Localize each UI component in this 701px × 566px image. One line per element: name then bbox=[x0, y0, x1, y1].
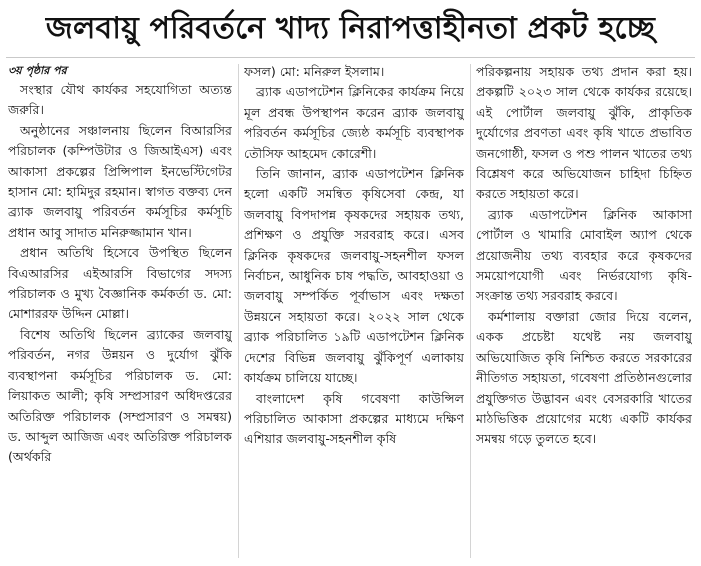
paragraph: ব্র্যাক এডাপটেশন ক্লিনিকের কার্যক্রম নিয়ে মূল প্রবন্ধ উপস্থাপন করেন ব্র্যাক জলবায়ু পরিবর্তন কর্মসূচির জ্যেষ্ঠ কর্মসূচি ব্যবস্থাপক তৌসিফ আহমেদ কোরেশী। bbox=[244, 84, 464, 161]
headline-rule bbox=[6, 57, 695, 58]
paragraph: বাংলাদেশ কৃষি গবেষণা কাউন্সিল পরিচালিত আকাসা প্রকল্পের মাধ্যমে দক্ষিণ এশিয়ার জলবায়ু-সহনশীল কৃষি bbox=[244, 390, 464, 447]
paragraph: বিশেষ অতিথি ছিলেন ব্র্যাকের জলবায়ু পরিবর্তন, নগর উন্নয়ন ও দুর্যোগ ঝুঁকি ব্যবস্থাপনা কর্মসূচির পরিচালক ড. মো: লিয়াকত আলী; কৃষি সম্প্রসারণ অধিদপ্তরের অতিরিক্ত পরিচালক (সম্প্রসারণ ও সমন্বয়) ড. আব্দুল আজিজ এবং অতিরিক্ত পরিচালক (অর্থকরি bbox=[8, 326, 232, 465]
article-column-3 bbox=[476, 62, 692, 562]
column-divider bbox=[238, 64, 239, 558]
paragraph: প্রধান অতিথি হিসেবে উপস্থিত ছিলেন বিএআরসির এইআরসি বিভাগের সদস্য পরিচালক ও মুখ্য বৈজ্ঞানিক কর্মকর্তা ড. মো: মোশাররফ উদ্দিন মোল্লা। bbox=[8, 245, 232, 322]
column-divider bbox=[470, 64, 471, 558]
paragraph: পরিকল্পনায় সহায়ক তথ্য প্রদান করা হয়। প্রকল্পটি ২০২৩ সাল থেকে কার্যকর রয়েছে। এই পোর্টাল জলবায়ু ঝুঁকি, প্রাকৃতিক দুর্যোগের প্রবণতা এবং কৃষি খাতে প্রভাবিত জনগোষ্ঠী, ফসল ও পশু পালন খাতের তথ্য বিশ্লেষণ করে অভিযোজন চাহিদা চিহ্নিত করতে সহায়তা করে। bbox=[476, 64, 692, 202]
article-column-2 bbox=[244, 62, 464, 562]
paragraph: ব্র্যাক এডাপটেশন ক্লিনিক আকাসা পোর্টাল ও খামারি মোবাইল অ্যাপ থেকে প্রয়োজনীয় তথ্য ব্যবহার করে কৃষকদের সময়োপযোগী এবং নির্ভরযোগ্য কৃষি-সংক্রান্ত তথ্য সরবরাহ করবে। bbox=[476, 206, 692, 304]
continuation-kicker: ৩য় পৃষ্ঠার পর bbox=[8, 64, 67, 77]
paragraph: তিনি জানান, ব্র্যাক এডাপটেশন ক্লিনিক হলো একটি সমন্বিত কৃষিসেবা কেন্দ্র, যা জলবায়ু বিপদাপন্ন কৃষকদের সহায়ক তথ্য, প্রশিক্ষণ ও প্রযুক্তি সরবরাহ করে। এসব ক্লিনিক কৃষকদের জলবায়ু-সহনশীল ফসল নির্বাচন, আধুনিক চাষ পদ্ধতি, আবহাওয়া ও জলবায়ু সম্পর্কিত পূর্বাভাস এবং দক্ষতা উন্নয়নে সহায়তা করে। ২০২২ সাল থেকে ব্র্যাক পরিচালিত ১৯টি এডাপটেশন ক্লিনিক দেশের বিভিন্ন জলবায়ু ঝুঁকিপূর্ণ এলাকায় কার্যক্রম চালিয়ে যাচ্ছে। bbox=[244, 166, 464, 386]
paragraph: কর্মশালায় বক্তারা জোর দিয়ে বলেন, একক প্রচেষ্টা যথেষ্ট নয় জলবায়ু অভিযোজিত কৃষি নিশ্চিত করতে সরকারের নীতিগত সহায়তা, গবেষণা প্রতিষ্ঠানগুলোর প্রযুক্তিগত উদ্ভাবন এবং বেসরকারি খাতের মাঠভিত্তিক প্রয়োগের মধ্যে একটি কার্যকর সমন্বয় গড়ে তুলতে হবে। bbox=[476, 308, 692, 447]
paragraph: অনুষ্ঠানের সঞ্চালনায় ছিলেন বিআরসির পরিচালক (কম্পিউটার ও জিআইএস) এবং আকাসা প্রকল্পের প্রিন্সিপাল ইনভেস্টিগেটর হাসান মো: হামিদুর রহমান। স্বাগত বক্তব্য দেন ব্র্যাক জলবায়ু পরিবর্তন কর্মসূচির কর্মসূচি প্রধান আবু সাদাত মনিরুজ্জামান খান। bbox=[8, 122, 232, 240]
paragraph: ফসল) মো: মনিরুল ইসলাম। bbox=[244, 64, 385, 79]
paragraph: সংস্থার যৌথ কার্যকর সহযোগিতা অত্যন্ত জরুরি। bbox=[8, 82, 232, 118]
headline: জলবায়ু পরিবর্তনে খাদ্য নিরাপত্তাহীনতা প্রকট হচ্ছে bbox=[45, 10, 656, 46]
article-column-1 bbox=[8, 62, 232, 562]
